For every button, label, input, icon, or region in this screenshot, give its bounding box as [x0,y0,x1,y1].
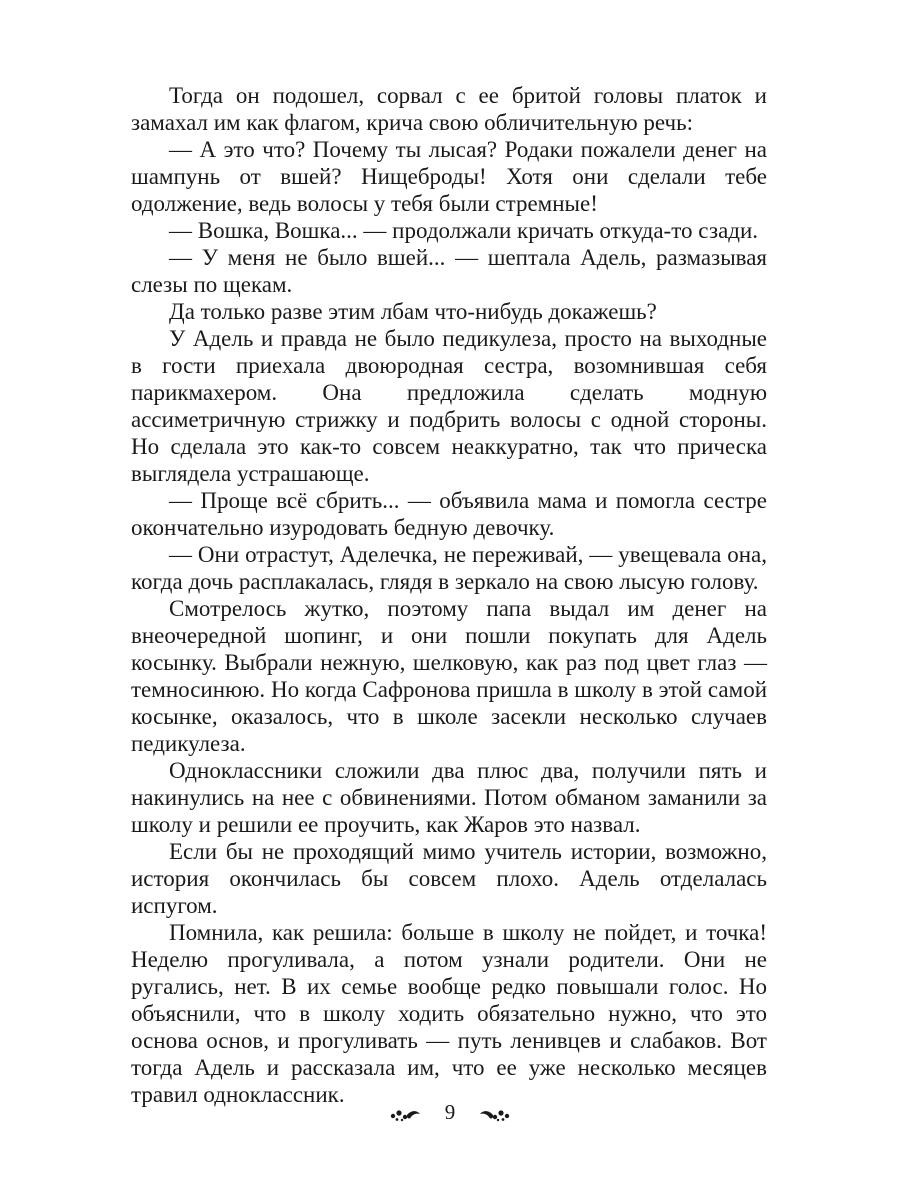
paragraph-2: — А это что? Почему ты лысая? Родаки пожалели денег на шампунь от вшей? Нищеброды! Хотя они сделали тебе одолжение, ведь волосы у тебя были стремные! [131,137,767,216]
floral-ornament-right-icon [477,1104,511,1120]
paragraph-3: — Вошка, Вошка... — продолжали кричать откуда-то сзади. [169,218,759,243]
paragraph-9: Смотрелось жутко, поэтому папа выдал им денег на внеочередной шопинг, и они пошли покупать для Адель косынку. Выбрали нежную, шелковую, как раз под цвет глаз — темносинюю. Но когда Сафронова пришла в школу в этой самой косынке, оказалось, что в школе засекли несколько случаев педикулеза. [131,596,767,756]
paragraph-5: Да только разве этим лбам что-нибудь докажешь? [169,299,657,324]
floral-ornament-left-icon [389,1104,423,1120]
paragraph-8: — Они отрастут, Аделечка, не переживай, — увещевала она, когда дочь расплакалась, глядя в зеркало на свою лысую голову. [131,542,767,594]
paragraph-4: — У меня не было вшей... — шептала Адель, размазывая слезы по щекам. [131,245,767,297]
paragraph-11: Если бы не проходящий мимо учитель истории, возможно, история окончилась бы совсем плохо. Адель отделалась испугом. [131,839,767,918]
folio-group [389,1100,512,1124]
paragraph-6: У Адель и правда не было педикулеза, просто на выходные в гости приехала двоюродная сестра, возомнившая себя парикмахером. Она предложила сделать модную ассиметричную стрижку и подбрить волосы с одной стороны. Но сделала это как-то совсем неаккуратно, так что прическа выглядела устрашающе. [131,326,767,486]
paragraph-7: — Проще всё сбрить... — объявила мама и помогла сестре окончательно изуродовать бедную девочку. [131,488,767,540]
paragraph-10: Одноклассники сложили два плюс два, получили пять и накинулись на нее с обвинениями. Потом обманом заманили за школу и решили ее проучить, как Жаров это назвал. [131,758,767,837]
page-body [131,82,767,1108]
page-footer [0,1100,900,1128]
paragraph-12: Помнила, как решила: больше в школу не пойдет, и точка! Неделю прогуливала, а потом узнали родители. Они не ругались, нет. В их семье вообще редко повышали голос. Но объяснили, что в школу ходить обязательно нужно, что это основа основ, и прогуливать — путь ленивцев и слабаков. Вот тогда Адель и рассказала им, что ее уже несколько месяцев травил одноклассник. [131,920,767,1107]
paragraph-1: Тогда он подошел, сорвал с ее бритой головы платок и замахал им как флагом, крича свою обличительную речь: [131,83,767,135]
page-number: 9 [444,1100,456,1124]
